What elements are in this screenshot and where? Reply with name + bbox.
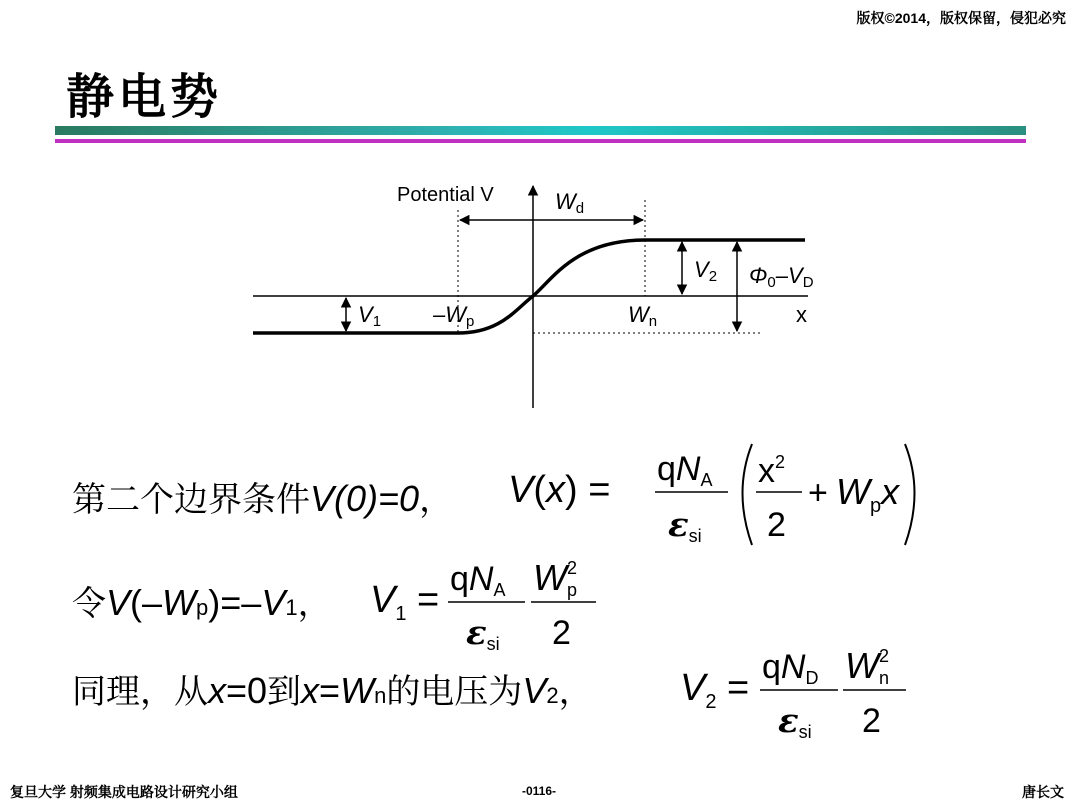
svg-text:εsi: εsi: [778, 701, 812, 740]
svg-text:x2: $x^2$: [758, 452, 786, 490]
svg-text:2: 2: [767, 506, 786, 544]
svg-text:W2p: $W^2$ p: [533, 557, 578, 600]
page-title: 静电势: [66, 69, 223, 125]
v1-label: V: [358, 302, 373, 327]
boundary-condition-line: 第二个边界条件V(0)=0，: [72, 478, 454, 520]
svg-text:2: 2: [552, 614, 571, 650]
svg-text:V2 =: $V_2$ =: [680, 667, 750, 713]
svg-text:qNA: qNA: [450, 560, 506, 600]
x-axis-label: x: [796, 302, 807, 327]
wn-label: W: [628, 302, 649, 327]
v1-condition-line: 令V(–Wp)=–V1，: [72, 582, 332, 624]
wd-sub: d: [575, 200, 585, 217]
potential-curve: [253, 240, 805, 333]
svg-text:+: +: [808, 474, 828, 512]
svg-text:V2: V2: [694, 257, 718, 285]
svg-text:qNA: qNA: [657, 450, 713, 490]
wp-label: –W: [433, 302, 466, 327]
svg-text:qND: qND: [762, 648, 819, 688]
svg-text:V1: V1: [358, 302, 382, 330]
svg-text:Wpx: $W_px$: [836, 471, 900, 517]
potential-axis-label: Potential V: [397, 184, 494, 206]
svg-text:–Wp: –Wp: [433, 302, 475, 330]
svg-text:Wd: [555, 189, 584, 217]
svg-text:W2n: $W^2$ n: [845, 645, 890, 688]
svg-text:Wn: Wn: [628, 302, 658, 330]
phi-label: Φ: [749, 263, 768, 288]
page-number: -0116-: [522, 784, 557, 798]
svg-text:2: 2: [862, 702, 881, 740]
svg-text:εsi: εsi: [668, 505, 702, 546]
wd-label: W: [555, 189, 576, 214]
equation-v2: [0, 630, 1080, 740]
v2-label: V: [694, 257, 709, 282]
footer-group: 复旦大学 射频集成电路设计研究小组: [10, 784, 238, 800]
copyright-notice: 版权©2014，版权保留，侵犯必究: [856, 10, 1066, 26]
condition-v-wp: V: [106, 582, 131, 623]
footer-author: 唐长文: [1022, 784, 1064, 800]
svg-text:V1 =: $V_1$ =: [370, 579, 440, 625]
svg-text:εsi: εsi: [466, 613, 500, 650]
v2-description-line: 同理，从x=0到x=Wn的电压为V2，: [72, 670, 593, 712]
condition-v0: V(0)=0: [310, 478, 420, 519]
svg-text:Φ0–VD: Φ0–VD: [749, 263, 814, 291]
svg-text:V(x) =: V(x) =: [508, 469, 611, 511]
